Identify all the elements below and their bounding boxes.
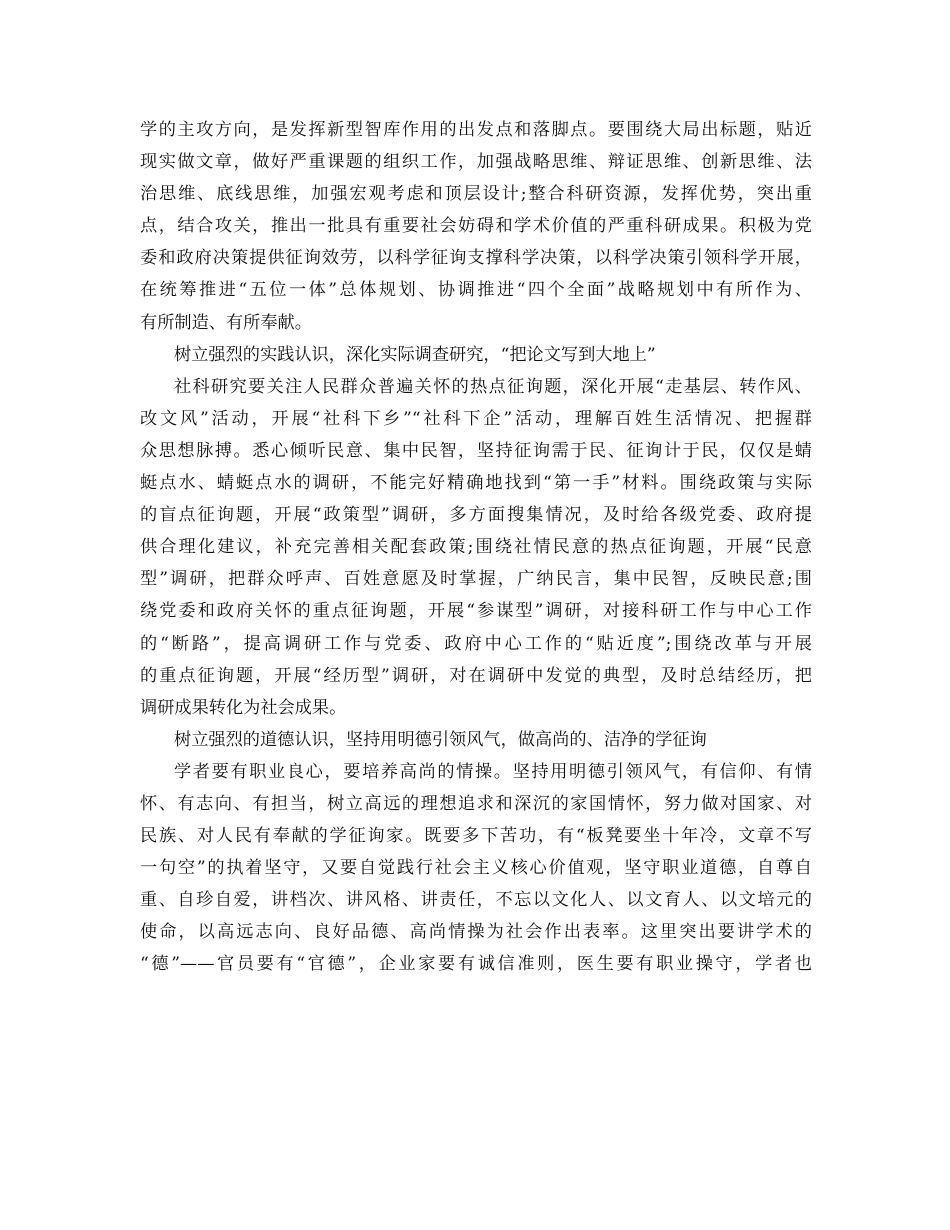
text-line: 现实做文章，做好严重课题的组织工作，加强战略思维、辩证思维、创新思维、法 bbox=[140, 152, 812, 173]
text-line: 怀、有志向、有担当，树立高远的理想追求和深沉的家国情怀，努力做对国家、对 bbox=[140, 793, 812, 814]
text-line: 委和政府决策提供征询效劳，以科学征询支撑科学决策，以科学决策引领科学开展， bbox=[140, 248, 812, 269]
text-line: “德”——官员要有“官德”，企业家要有诚信准则，医生要有职业操守，学者也 bbox=[140, 954, 812, 975]
text-line: 一句空”的执着坚守，又要自觉践行社会主义核心价值观，坚守职业道德，自尊自 bbox=[140, 858, 812, 879]
text-line: 在统筹推进“五位一体”总体规划、协调推进“四个全面”战略规划中有所作为、 bbox=[140, 280, 812, 301]
text-line: 使命，以高远志向、良好品德、高尚情操为社会作出表率。这里突出要讲学术的 bbox=[140, 922, 812, 943]
text-line: 的盲点征询题，开展“政策型”调研，多方面搜集情况，及时给各级党委、政府提 bbox=[140, 505, 812, 526]
text-line: 供合理化建议，补充完善相关配套政策;围绕社情民意的热点征询题，开展“民意 bbox=[140, 537, 812, 558]
text-line: 调研成果转化为社会成果。 bbox=[140, 697, 347, 718]
text-line: 绕党委和政府关怀的重点征询题，开展“参谋型”调研，对接科研工作与中心工作 bbox=[140, 601, 812, 622]
text-line: 的重点征询题，开展“经历型”调研，对在调研中发觉的典型，及时总结经历，把 bbox=[140, 665, 812, 686]
text-line: 重、自珍自爱，讲档次、讲风格、讲责任，不忘以文化人、以文育人、以文培元的 bbox=[140, 890, 812, 911]
text-line: 蜓点水、蜻蜓点水的调研，不能完好精确地找到“第一手”材料。围绕政策与实际 bbox=[140, 473, 812, 494]
text-line: 学的主攻方向，是发挥新型智库作用的出发点和落脚点。要围绕大局出标题，贴近 bbox=[140, 120, 812, 140]
text-line: 民族、对人民有奉献的学征询家。既要多下苦功，有“板凳要坐十年冷，文章不写 bbox=[140, 826, 812, 847]
text-line: 树立强烈的道德认识，坚持用明德引领风气，做高尚的、洁净的学征询 bbox=[174, 729, 707, 750]
text-line: 社科研究要关注人民群众普遍关怀的热点征询题，深化开展“走基层、转作风、 bbox=[174, 376, 812, 397]
text-line: 点，结合攻关，推出一批具有重要社会妨碍和学术价值的严重科研成果。积极为党 bbox=[140, 216, 812, 237]
document-page bbox=[140, 114, 812, 981]
text-line: 树立强烈的实践认识，深化实际调查研究，“把论文写到大地上” bbox=[174, 344, 656, 365]
text-line: 有所制造、有所奉献。 bbox=[140, 312, 312, 333]
text-line: 众思想脉搏。悉心倾听民意、集中民智，坚持征询需于民、征询计于民，仅仅是蜻 bbox=[140, 440, 812, 461]
text-line: 的“断路”，提高调研工作与党委、政府中心工作的“贴近度”;围绕改革与开展 bbox=[140, 633, 812, 654]
text-line: 治思维、底线思维，加强宏观考虑和顶层设计;整合科研资源，发挥优势，突出重 bbox=[140, 184, 812, 205]
text-line: 改文风”活动，开展“社科下乡”“社科下企”活动，理解百姓生活情况、把握群 bbox=[140, 408, 812, 429]
text-line: 型”调研，把群众呼声、百姓意愿及时掌握，广纳民言，集中民智，反映民意;围 bbox=[140, 569, 812, 590]
text-line: 学者要有职业良心，要培养高尚的情操。坚持用明德引领风气，有信仰、有情 bbox=[174, 761, 812, 782]
